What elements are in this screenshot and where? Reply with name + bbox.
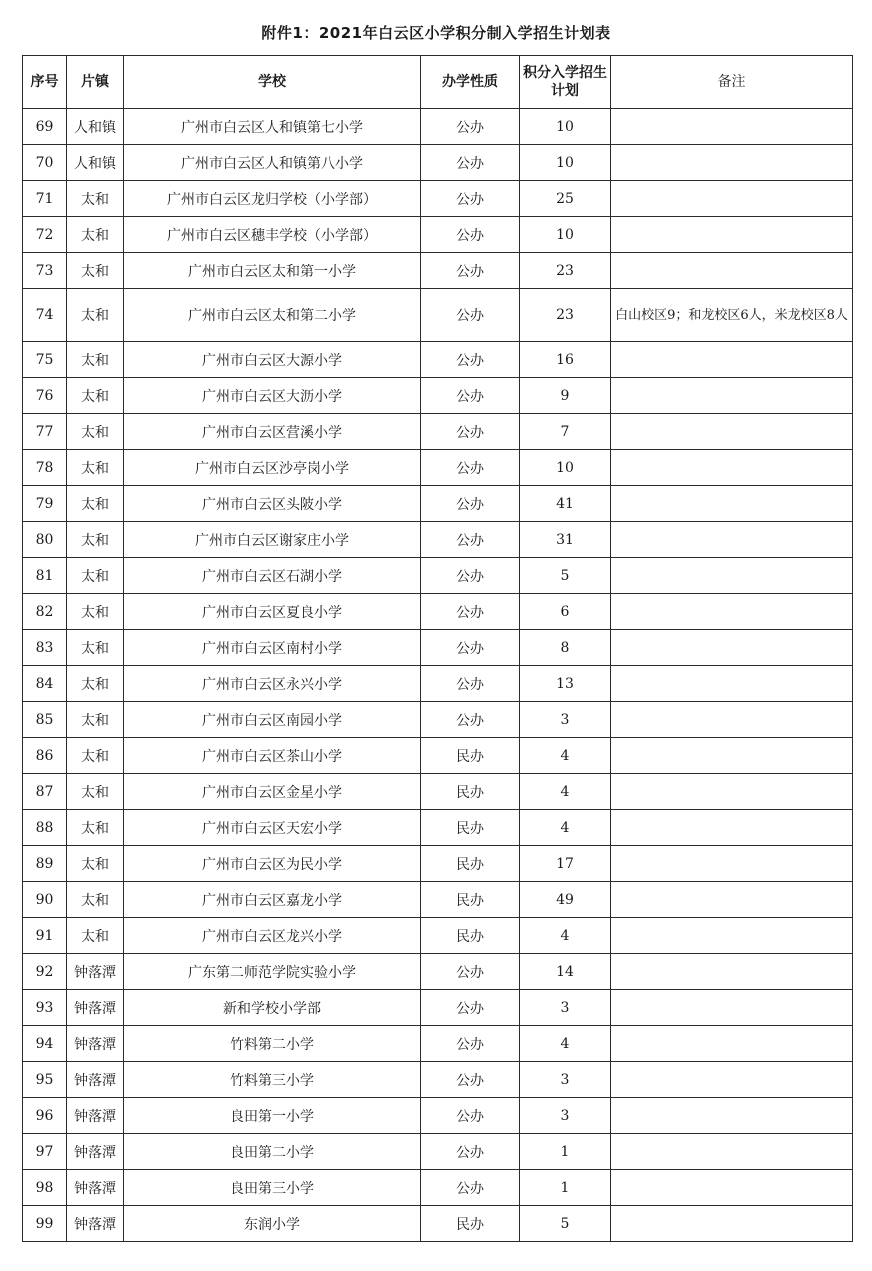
header-plan: 积分入学招生计划: [520, 56, 611, 109]
cell-town: 太和: [67, 486, 124, 522]
cell-seq: 74: [23, 289, 67, 342]
cell-town: 太和: [67, 181, 124, 217]
cell-type: 民办: [421, 738, 520, 774]
cell-plan: 3: [520, 702, 611, 738]
cell-school: 广州市白云区大沥小学: [124, 378, 421, 414]
table-row: [23, 342, 853, 378]
cell-plan: 1: [520, 1170, 611, 1206]
cell-seq: 99: [23, 1206, 67, 1242]
cell-seq: 97: [23, 1134, 67, 1170]
cell-note: [611, 522, 853, 558]
cell-town: 钟落潭: [67, 1062, 124, 1098]
cell-town: 太和: [67, 378, 124, 414]
cell-plan: 10: [520, 217, 611, 253]
cell-plan: 4: [520, 738, 611, 774]
cell-note: [611, 1026, 853, 1062]
cell-type: 公办: [421, 1170, 520, 1206]
header-note: 备注: [611, 56, 853, 109]
cell-note: [611, 882, 853, 918]
cell-note: [611, 702, 853, 738]
cell-note: [611, 846, 853, 882]
cell-plan: 3: [520, 990, 611, 1026]
page-title: 附件1：2021年白云区小学积分制入学招生计划表: [261, 24, 611, 42]
table-row: [23, 181, 853, 217]
cell-plan: 10: [520, 145, 611, 181]
cell-note: [611, 810, 853, 846]
cell-note: [611, 990, 853, 1026]
cell-note: [611, 342, 853, 378]
cell-town: 太和: [67, 414, 124, 450]
cell-note: [611, 181, 853, 217]
cell-plan: 1: [520, 1134, 611, 1170]
cell-note: [611, 558, 853, 594]
cell-seq: 84: [23, 666, 67, 702]
cell-school: 广东第二师范学院实验小学: [124, 954, 421, 990]
cell-school: 广州市白云区龙兴小学: [124, 918, 421, 954]
cell-plan: 23: [520, 253, 611, 289]
cell-type: 公办: [421, 522, 520, 558]
table-row: [23, 109, 853, 145]
cell-town: 钟落潭: [67, 954, 124, 990]
cell-type: 公办: [421, 630, 520, 666]
table-row: [23, 1098, 853, 1134]
cell-town: 人和镇: [67, 145, 124, 181]
cell-plan: 13: [520, 666, 611, 702]
cell-seq: 83: [23, 630, 67, 666]
table-row: [23, 1062, 853, 1098]
table-row: [23, 990, 853, 1026]
cell-school: 广州市白云区谢家庄小学: [124, 522, 421, 558]
cell-type: 民办: [421, 774, 520, 810]
cell-school: 广州市白云区人和镇第八小学: [124, 145, 421, 181]
cell-note: [611, 450, 853, 486]
cell-town: 太和: [67, 217, 124, 253]
cell-note: [611, 954, 853, 990]
cell-school: 广州市白云区太和第二小学: [124, 289, 421, 342]
cell-type: 公办: [421, 414, 520, 450]
cell-town: 钟落潭: [67, 990, 124, 1026]
cell-seq: 70: [23, 145, 67, 181]
table-row: [23, 378, 853, 414]
cell-school: 竹料第三小学: [124, 1062, 421, 1098]
cell-seq: 85: [23, 702, 67, 738]
cell-type: 公办: [421, 145, 520, 181]
table-row: [23, 450, 853, 486]
cell-seq: 91: [23, 918, 67, 954]
table-row: [23, 289, 853, 342]
table-row: [23, 702, 853, 738]
cell-plan: 4: [520, 918, 611, 954]
table-row: [23, 145, 853, 181]
cell-type: 公办: [421, 109, 520, 145]
cell-school: 良田第一小学: [124, 1098, 421, 1134]
cell-type: 公办: [421, 990, 520, 1026]
cell-town: 太和: [67, 882, 124, 918]
table-row: [23, 1134, 853, 1170]
cell-type: 公办: [421, 181, 520, 217]
header-seq: 序号: [23, 56, 67, 109]
table-row: [23, 810, 853, 846]
cell-town: 钟落潭: [67, 1206, 124, 1242]
cell-town: 钟落潭: [67, 1134, 124, 1170]
cell-note: [611, 666, 853, 702]
cell-school: 广州市白云区营溪小学: [124, 414, 421, 450]
cell-note: [611, 253, 853, 289]
cell-town: 太和: [67, 630, 124, 666]
cell-school: 良田第二小学: [124, 1134, 421, 1170]
cell-town: 太和: [67, 774, 124, 810]
cell-plan: 10: [520, 109, 611, 145]
cell-type: 公办: [421, 1134, 520, 1170]
cell-school: 广州市白云区沙亭岗小学: [124, 450, 421, 486]
cell-note: [611, 774, 853, 810]
cell-plan: 3: [520, 1098, 611, 1134]
cell-town: 太和: [67, 342, 124, 378]
cell-type: 公办: [421, 954, 520, 990]
table-row: [23, 486, 853, 522]
cell-town: 太和: [67, 594, 124, 630]
cell-type: 公办: [421, 253, 520, 289]
cell-plan: 3: [520, 1062, 611, 1098]
header-type: 办学性质: [421, 56, 520, 109]
table-row: [23, 666, 853, 702]
cell-town: 太和: [67, 253, 124, 289]
cell-town: 钟落潭: [67, 1170, 124, 1206]
cell-seq: 87: [23, 774, 67, 810]
cell-town: 太和: [67, 702, 124, 738]
cell-type: 公办: [421, 378, 520, 414]
cell-town: 太和: [67, 810, 124, 846]
cell-seq: 90: [23, 882, 67, 918]
cell-type: 公办: [421, 486, 520, 522]
cell-plan: 6: [520, 594, 611, 630]
cell-plan: 14: [520, 954, 611, 990]
cell-seq: 93: [23, 990, 67, 1026]
cell-school: 广州市白云区太和第一小学: [124, 253, 421, 289]
cell-note: [611, 1170, 853, 1206]
cell-seq: 88: [23, 810, 67, 846]
cell-note: [611, 414, 853, 450]
cell-town: 太和: [67, 522, 124, 558]
cell-note: [611, 486, 853, 522]
cell-school: 广州市白云区嘉龙小学: [124, 882, 421, 918]
table-row: [23, 594, 853, 630]
cell-seq: 71: [23, 181, 67, 217]
cell-note: [611, 1134, 853, 1170]
cell-seq: 78: [23, 450, 67, 486]
cell-note: 白山校区9；和龙校区6人，米龙校区8人: [611, 289, 853, 342]
cell-type: 民办: [421, 810, 520, 846]
table-row: [23, 1026, 853, 1062]
cell-type: 公办: [421, 450, 520, 486]
cell-type: 民办: [421, 1206, 520, 1242]
cell-school: 广州市白云区为民小学: [124, 846, 421, 882]
cell-seq: 75: [23, 342, 67, 378]
cell-type: 民办: [421, 918, 520, 954]
cell-school: 广州市白云区夏良小学: [124, 594, 421, 630]
cell-type: 公办: [421, 1098, 520, 1134]
cell-plan: 5: [520, 1206, 611, 1242]
cell-school: 广州市白云区穗丰学校（小学部）: [124, 217, 421, 253]
table-row: [23, 954, 853, 990]
table-row: [23, 414, 853, 450]
cell-town: 太和: [67, 558, 124, 594]
cell-plan: 7: [520, 414, 611, 450]
table-row: [23, 918, 853, 954]
cell-school: 广州市白云区南村小学: [124, 630, 421, 666]
cell-type: 公办: [421, 289, 520, 342]
cell-seq: 82: [23, 594, 67, 630]
cell-note: [611, 1062, 853, 1098]
cell-town: 太和: [67, 450, 124, 486]
cell-school: 广州市白云区永兴小学: [124, 666, 421, 702]
cell-type: 民办: [421, 846, 520, 882]
cell-town: 太和: [67, 289, 124, 342]
cell-town: 钟落潭: [67, 1098, 124, 1134]
cell-town: 人和镇: [67, 109, 124, 145]
cell-school: 广州市白云区南园小学: [124, 702, 421, 738]
cell-school: 广州市白云区石湖小学: [124, 558, 421, 594]
cell-school: 东润小学: [124, 1206, 421, 1242]
cell-plan: 41: [520, 486, 611, 522]
cell-school: 广州市白云区头陂小学: [124, 486, 421, 522]
cell-school: 良田第三小学: [124, 1170, 421, 1206]
cell-seq: 69: [23, 109, 67, 145]
cell-town: 太和: [67, 738, 124, 774]
cell-plan: 4: [520, 810, 611, 846]
table-row: [23, 846, 853, 882]
cell-plan: 5: [520, 558, 611, 594]
table-row: [23, 1170, 853, 1206]
table-row: [23, 217, 853, 253]
header-school: 学校: [124, 56, 421, 109]
cell-seq: 73: [23, 253, 67, 289]
cell-plan: 9: [520, 378, 611, 414]
cell-plan: 8: [520, 630, 611, 666]
cell-note: [611, 630, 853, 666]
cell-town: 太和: [67, 918, 124, 954]
cell-seq: 77: [23, 414, 67, 450]
cell-type: 公办: [421, 702, 520, 738]
cell-note: [611, 145, 853, 181]
cell-seq: 94: [23, 1026, 67, 1062]
header-town: 片镇: [67, 56, 124, 109]
cell-plan: 25: [520, 181, 611, 217]
cell-seq: 80: [23, 522, 67, 558]
cell-seq: 76: [23, 378, 67, 414]
cell-note: [611, 217, 853, 253]
cell-plan: 10: [520, 450, 611, 486]
cell-seq: 79: [23, 486, 67, 522]
cell-type: 民办: [421, 882, 520, 918]
cell-seq: 89: [23, 846, 67, 882]
cell-seq: 86: [23, 738, 67, 774]
cell-school: 广州市白云区天宏小学: [124, 810, 421, 846]
table-row: [23, 522, 853, 558]
cell-school: 新和学校小学部: [124, 990, 421, 1026]
cell-seq: 96: [23, 1098, 67, 1134]
cell-town: 太和: [67, 666, 124, 702]
cell-school: 广州市白云区大源小学: [124, 342, 421, 378]
cell-seq: 98: [23, 1170, 67, 1206]
cell-plan: 17: [520, 846, 611, 882]
cell-seq: 95: [23, 1062, 67, 1098]
table-row: [23, 558, 853, 594]
cell-type: 公办: [421, 1062, 520, 1098]
cell-note: [611, 378, 853, 414]
cell-school: 广州市白云区人和镇第七小学: [124, 109, 421, 145]
cell-note: [611, 738, 853, 774]
cell-note: [611, 1206, 853, 1242]
table-row: [23, 630, 853, 666]
table-row: [23, 253, 853, 289]
cell-note: [611, 594, 853, 630]
cell-town: 太和: [67, 846, 124, 882]
cell-plan: 16: [520, 342, 611, 378]
table-row: [23, 1206, 853, 1242]
cell-school: 广州市白云区茶山小学: [124, 738, 421, 774]
cell-school: 广州市白云区龙归学校（小学部）: [124, 181, 421, 217]
cell-school: 竹料第二小学: [124, 1026, 421, 1062]
cell-type: 公办: [421, 217, 520, 253]
cell-plan: 23: [520, 289, 611, 342]
cell-plan: 49: [520, 882, 611, 918]
cell-seq: 92: [23, 954, 67, 990]
enrollment-plan-table: [22, 55, 853, 1242]
table-row: [23, 774, 853, 810]
table-row: [23, 738, 853, 774]
cell-plan: 4: [520, 1026, 611, 1062]
cell-type: 公办: [421, 666, 520, 702]
cell-type: 公办: [421, 558, 520, 594]
cell-school: 广州市白云区金星小学: [124, 774, 421, 810]
cell-type: 公办: [421, 1026, 520, 1062]
table-header-row: [23, 56, 853, 109]
cell-plan: 4: [520, 774, 611, 810]
cell-note: [611, 109, 853, 145]
cell-note: [611, 918, 853, 954]
cell-type: 公办: [421, 342, 520, 378]
table-row: [23, 882, 853, 918]
cell-type: 公办: [421, 594, 520, 630]
cell-seq: 81: [23, 558, 67, 594]
cell-plan: 31: [520, 522, 611, 558]
cell-seq: 72: [23, 217, 67, 253]
cell-note: [611, 1098, 853, 1134]
cell-town: 钟落潭: [67, 1026, 124, 1062]
